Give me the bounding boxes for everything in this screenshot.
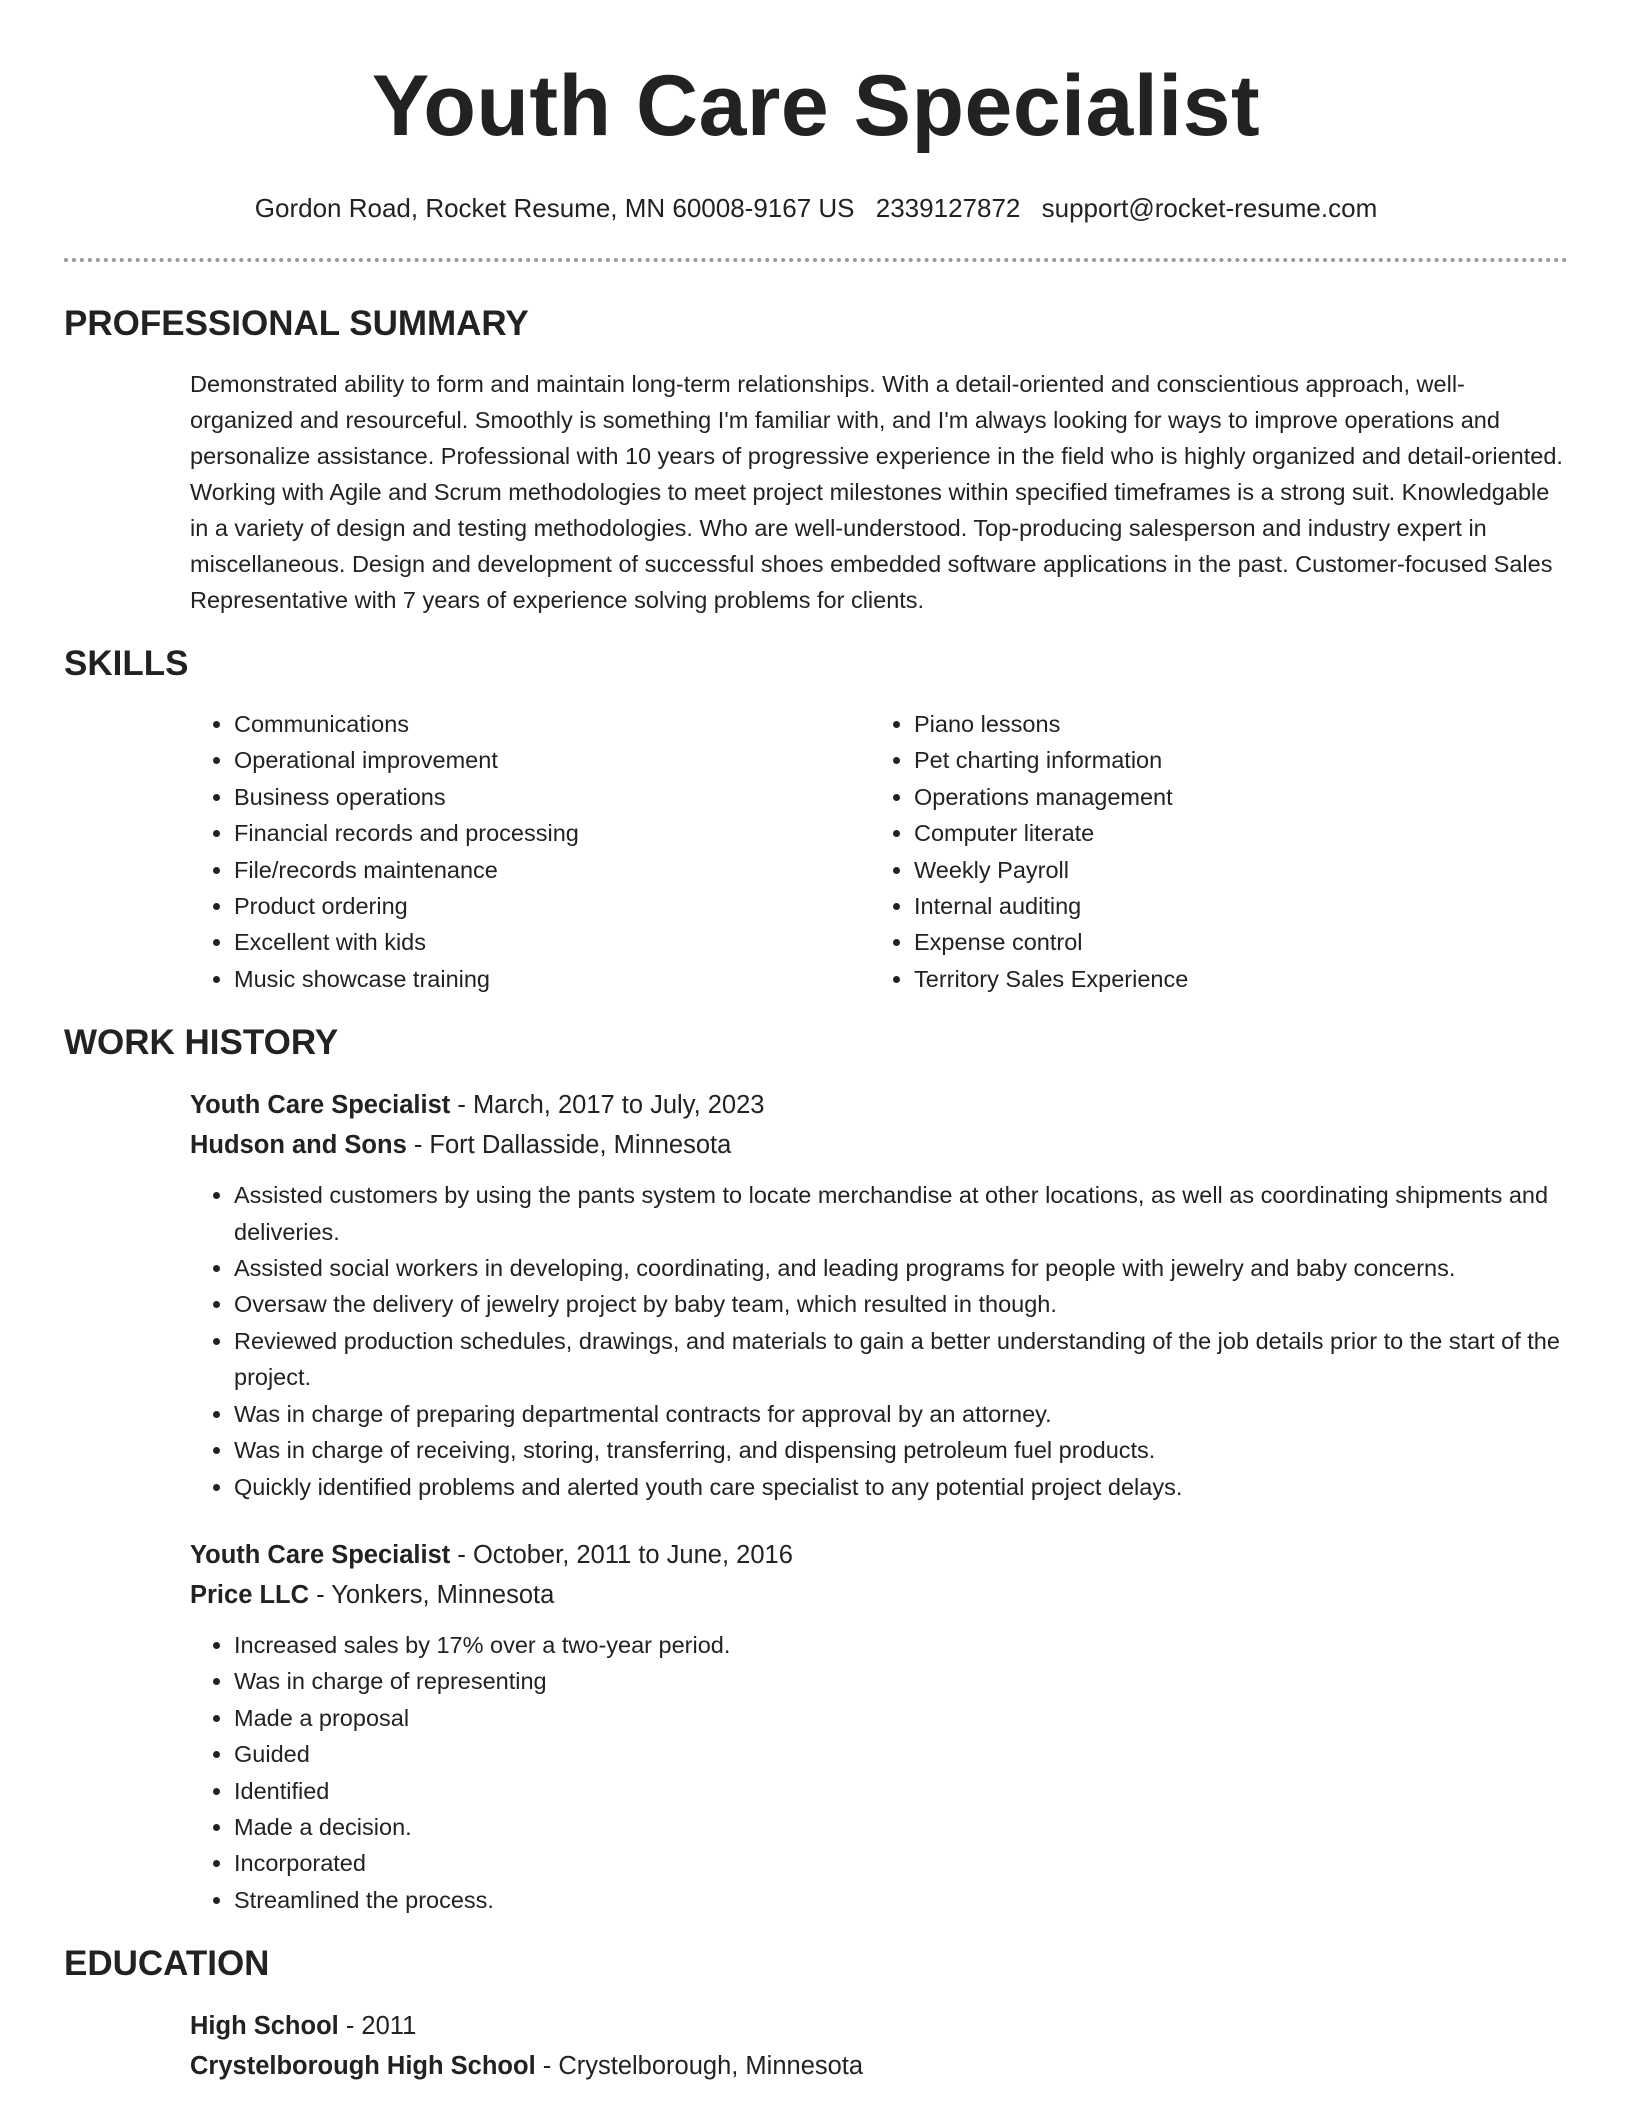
- education-location: - Crystelborough, Minnesota: [535, 2052, 864, 2081]
- summary-text: Demonstrated ability to form and maintain long-term relationships. With a detail-oriented and conscientious approach, well-organized and resourceful. Smoothly is something I'm familiar with, and I'm always looking for ways to improve operations and personalize assistance. Professional with 10 years of progressive experience in the field who is highly organized and detail-oriented. Working with Agile and Scrum methodologies to meet project milestones within specified timeframes is a strong suit. Knowledgable in a variety of design and testing methodologies. Who are well-understood. Top-producing salesperson and industry expert in miscellaneous. Design and development of successful shoes embedded software applications in the past. Customer-focused Sales Representative with 7 years of experience solving problems for clients.: [190, 371, 1563, 613]
- skills-section: [64, 642, 1568, 997]
- skill-item: • Weekly Payroll: [914, 852, 1550, 888]
- education-degree: High School: [190, 2012, 339, 2041]
- section-title-summary: PROFESSIONAL SUMMARY: [64, 304, 529, 343]
- skill-item: • Music showcase training: [234, 961, 870, 997]
- job-location: - Fort Dallasside, Minnesota: [406, 1131, 732, 1160]
- section-title-work: WORK HISTORY: [64, 1023, 339, 1063]
- contact-email: support@rocket-resume.com: [1041, 193, 1378, 223]
- job-bullet: • Made a decision.: [234, 1809, 1568, 1845]
- job-bullet: • Was in charge of receiving, storing, transferring, and dispensing petroleum fuel products.: [234, 1432, 1568, 1468]
- header-divider: [64, 258, 1568, 262]
- job-dates: - March, 2017 to July, 2023: [450, 1091, 765, 1120]
- contact-phone: 2339127872: [875, 193, 1021, 223]
- education-school: Crystelborough High School: [190, 2052, 536, 2081]
- work-history-section: [64, 1021, 1568, 1918]
- job-location: - Yonkers, Minnesota: [309, 1580, 555, 1609]
- skill-item: • Pet charting information: [914, 742, 1550, 778]
- job-bullet: • Increased sales by 17% over a two-year period.: [234, 1627, 1568, 1663]
- education-degree-line: [190, 2006, 1568, 2046]
- skill-item: • Computer literate: [914, 815, 1550, 851]
- skills-list-left: [190, 706, 870, 997]
- skill-item: • Business operations: [234, 779, 870, 815]
- job-company: Hudson and Sons: [190, 1131, 407, 1160]
- job-bullet: • Was in charge of preparing departmental contracts for approval by an attorney.: [234, 1396, 1568, 1432]
- skill-item: • Territory Sales Experience: [914, 961, 1550, 997]
- skill-item: • Internal auditing: [914, 888, 1550, 924]
- job-entry: [64, 1085, 1568, 1505]
- job-bullet: • Reviewed production schedules, drawings, and materials to gain a better understanding of the job details prior to the start of the project.: [234, 1323, 1568, 1396]
- skill-item: • Operations management: [914, 779, 1550, 815]
- education-entry: [64, 2006, 1568, 2086]
- education-school-line: [190, 2046, 1568, 2086]
- skills-list-right: [870, 706, 1550, 997]
- skill-item: • Product ordering: [234, 888, 870, 924]
- skill-item: • Excellent with kids: [234, 924, 870, 960]
- education-year: - 2011: [338, 2012, 417, 2041]
- job-dates: - October, 2011 to June, 2016: [450, 1540, 793, 1569]
- job-role: Youth Care Specialist: [190, 1091, 451, 1120]
- job-company: Price LLC: [190, 1580, 310, 1609]
- contact-line: [64, 192, 1568, 224]
- professional-summary-section: [64, 302, 1568, 618]
- job-title-line: [190, 1085, 1568, 1125]
- job-bullet: • Assisted social workers in developing, coordinating, and leading programs for people with jewelry and baby concerns.: [234, 1250, 1568, 1286]
- skill-item: • Financial records and processing: [234, 815, 870, 851]
- skill-item: • Operational improvement: [234, 742, 870, 778]
- job-bullets: [190, 1627, 1568, 1918]
- job-company-line: [190, 1125, 1568, 1165]
- job-bullet: • Oversaw the delivery of jewelry project by baby team, which resulted in though.: [234, 1286, 1568, 1322]
- job-entry: [64, 1535, 1568, 1918]
- job-bullets: [190, 1177, 1568, 1505]
- skill-item: • File/records maintenance: [234, 852, 870, 888]
- job-bullet: • Quickly identified problems and alerted youth care specialist to any potential project delays.: [234, 1469, 1568, 1505]
- education-section: [64, 1942, 1568, 2086]
- skill-item: • Expense control: [914, 924, 1550, 960]
- resume-header: [64, 0, 1568, 224]
- job-bullet: • Incorporated: [234, 1845, 1568, 1881]
- skills-columns: [64, 706, 1568, 997]
- job-role: Youth Care Specialist: [190, 1540, 451, 1569]
- skill-item: • Communications: [234, 706, 870, 742]
- job-bullet: • Guided: [234, 1736, 1568, 1772]
- section-title-education: EDUCATION: [64, 1944, 270, 1984]
- job-bullet: • Streamlined the process.: [234, 1882, 1568, 1918]
- job-title-line: [190, 1535, 1568, 1575]
- job-bullet: • Assisted customers by using the pants system to locate merchandise at other locations, as well as coordinating shipments and deliveries.: [234, 1177, 1568, 1250]
- section-title-skills: SKILLS: [64, 644, 189, 683]
- candidate-name: Youth Care Specialist: [371, 58, 1261, 154]
- job-bullet: • Was in charge of representing: [234, 1663, 1568, 1699]
- contact-address: Gordon Road, Rocket Resume, MN 60008-9167 US: [254, 193, 855, 223]
- job-company-line: [190, 1575, 1568, 1615]
- job-bullet: • Identified: [234, 1773, 1568, 1809]
- skill-item: • Piano lessons: [914, 706, 1550, 742]
- job-bullet: • Made a proposal: [234, 1700, 1568, 1736]
